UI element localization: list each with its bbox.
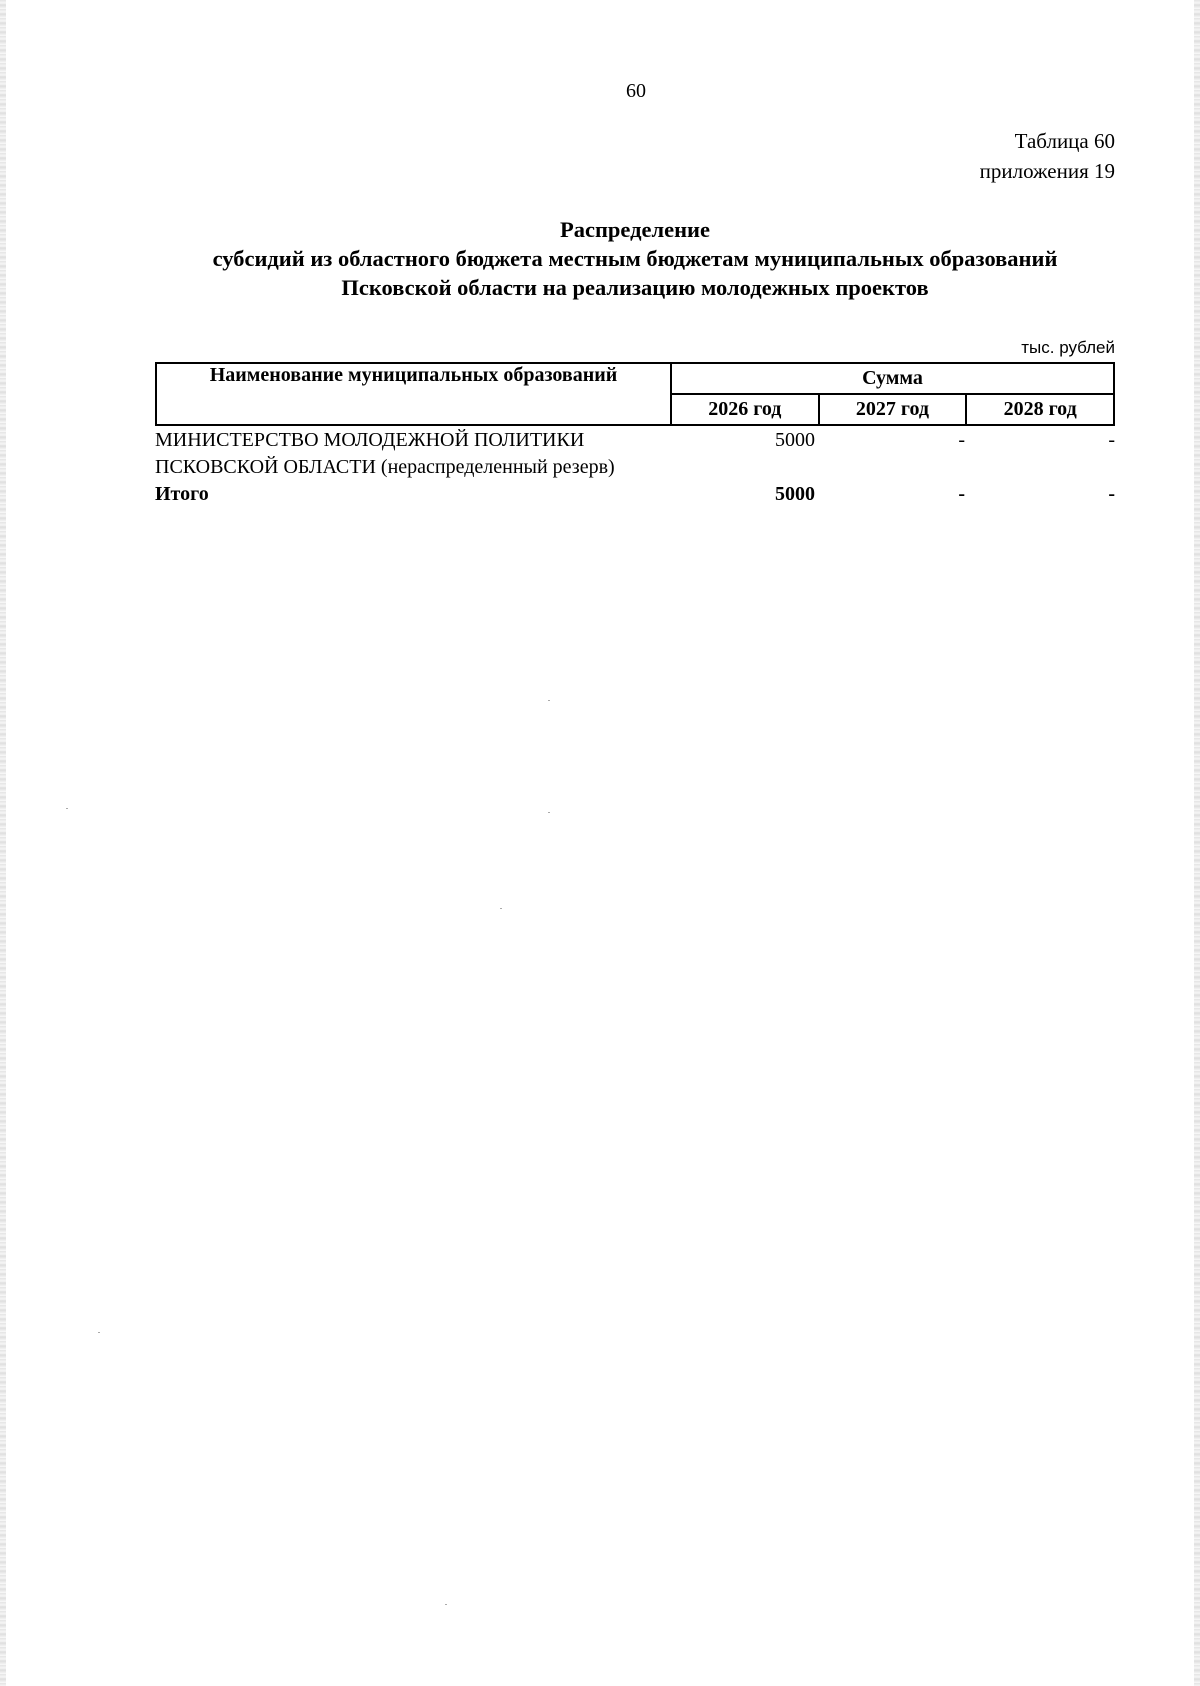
table-row-total xyxy=(155,481,1115,508)
table-body xyxy=(155,427,1115,508)
unit-note: тыс. рублей xyxy=(1021,338,1115,357)
row-value-2026: 5000 xyxy=(775,429,815,451)
scan-edge-left xyxy=(0,0,6,1686)
table-ref-line1: Таблица 60 xyxy=(1014,129,1115,153)
table-ref-line2: приложения 19 xyxy=(979,159,1115,183)
header-name: Наименование муниципальных образований xyxy=(156,363,671,425)
scan-speck xyxy=(548,812,550,813)
table-header-row-1 xyxy=(156,363,1114,394)
header-year-2027: 2027 год xyxy=(819,394,967,425)
row-value-2027: - xyxy=(958,429,965,451)
title-line3: Псковской области на реализацию молодежных проектов xyxy=(341,275,929,300)
header-year-2028: 2028 год xyxy=(966,394,1114,425)
scan-speck xyxy=(500,908,502,909)
title-line1: Распределение xyxy=(559,217,711,242)
distribution-table xyxy=(155,362,1115,426)
document-title xyxy=(155,215,1115,302)
row-name: МИНИСТЕРСТВО МОЛОДЕЖНОЙ ПОЛИТИКИ ПСКОВСКОЙ ОБЛАСТИ (нераспределенный резерв) xyxy=(155,429,615,478)
header-sum: Сумма xyxy=(671,363,1114,394)
total-name: Итого xyxy=(155,483,209,505)
header-year-2026: 2026 год xyxy=(671,394,819,425)
scan-speck xyxy=(445,1604,447,1605)
scan-edge-right xyxy=(1194,0,1200,1686)
scan-speck xyxy=(98,1332,100,1333)
scan-speck xyxy=(66,808,68,809)
title-line2: субсидий из областного бюджета местным бюджетам муниципальных образований xyxy=(212,246,1058,271)
total-value-2027: - xyxy=(958,483,965,505)
table-reference xyxy=(980,126,1115,186)
scan-speck xyxy=(548,700,550,701)
row-value-2028: - xyxy=(1108,429,1115,451)
page-number: 60 xyxy=(626,80,646,102)
total-value-2028: - xyxy=(1108,483,1115,505)
table-row xyxy=(155,427,1115,481)
total-value-2026: 5000 xyxy=(775,483,815,505)
